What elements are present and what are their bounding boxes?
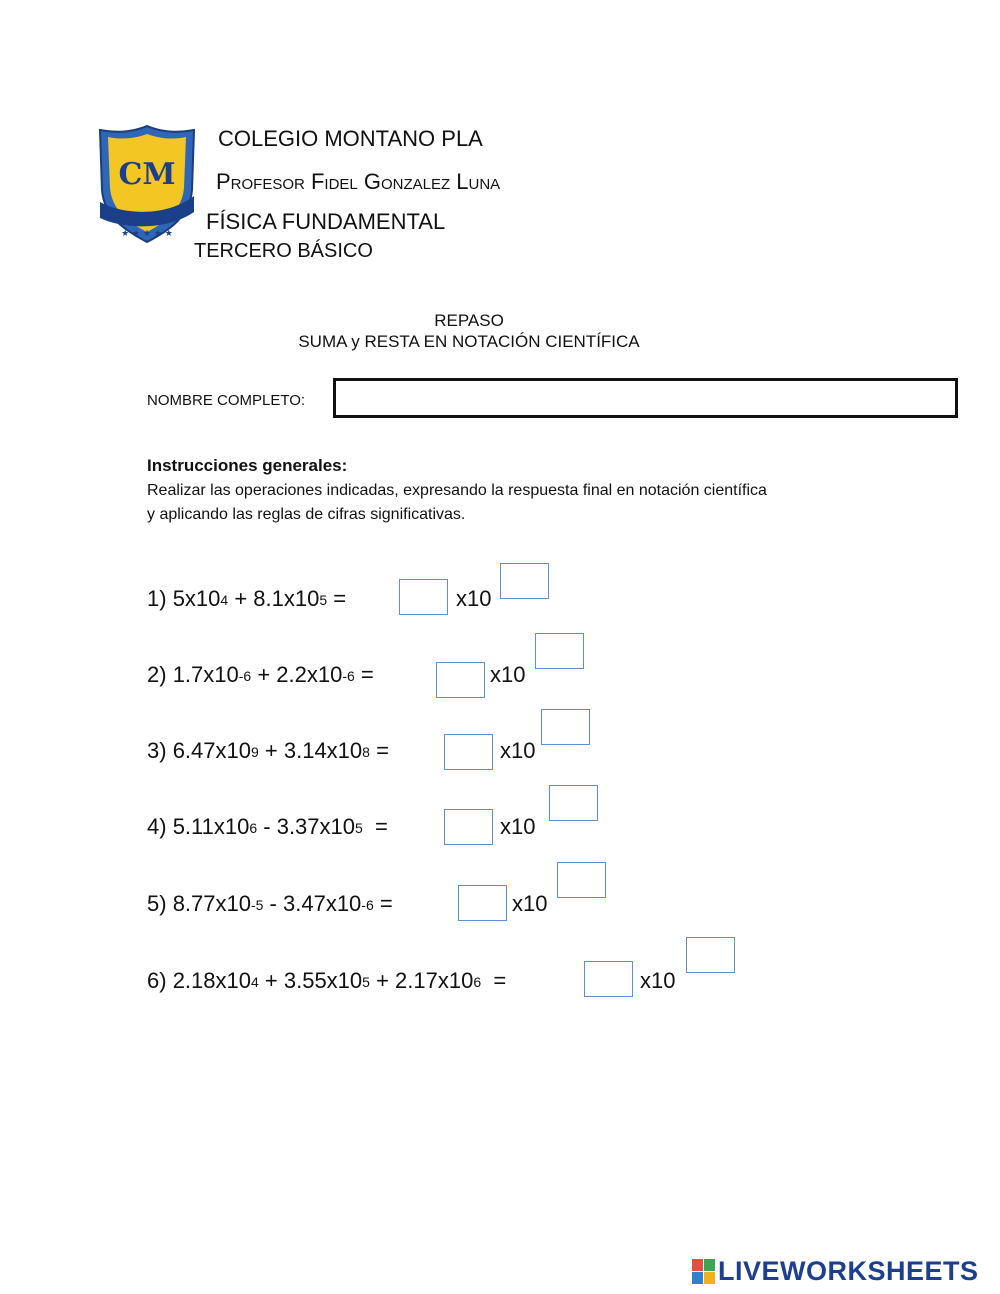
logo-stars: ★ ★ ★ ★ ★: [121, 229, 173, 239]
exercise-6-mantissa-input[interactable]: [584, 961, 633, 997]
term-base: 1.7x10: [172, 662, 239, 687]
exercise-6-exponent-input[interactable]: [686, 937, 735, 973]
teacher-name: Profesor Fidel Gonzalez Luna: [216, 169, 501, 194]
equals-sign: =: [354, 662, 374, 687]
times-ten-label: x10: [490, 662, 526, 687]
brand-text: LIVEWORKSHEETS: [718, 1256, 979, 1286]
exercise-3-mantissa-input[interactable]: [444, 734, 493, 770]
instructions-line2: y aplicando las reglas de cifras significativas.: [147, 506, 466, 523]
operator: +: [258, 738, 284, 763]
term-base: 2.17x10: [395, 968, 474, 993]
liveworksheets-logo-icon: [692, 1259, 716, 1285]
svg-text:CM: CM: [118, 157, 176, 192]
exercise-number: 5): [147, 891, 173, 916]
school-name: COLEGIO MONTANO PLA: [218, 126, 483, 151]
school-shield-icon: [96, 124, 198, 248]
term-base: 5x10: [172, 586, 221, 611]
equals-sign: =: [362, 814, 388, 839]
operator: +: [369, 968, 396, 993]
operator: -: [263, 891, 283, 916]
times-ten-label: x10: [456, 586, 492, 611]
equals-sign: =: [481, 968, 507, 993]
operator: +: [258, 968, 284, 993]
title-line2: SUMA y RESTA EN NOTACIÓN CIENTÍFICA: [298, 332, 640, 351]
term-base: 2.2x10: [276, 662, 343, 687]
times-ten-label: x10: [640, 968, 676, 993]
exercise-3-expression: 3) 6.47x10 $^9$ + 3.14x10 $^8$ =: [147, 738, 389, 763]
equals-sign: =: [369, 738, 389, 763]
exercise-3-exponent-input[interactable]: [541, 709, 590, 745]
exercise-number: 6): [147, 968, 173, 993]
term-base: 2.18x10: [172, 968, 251, 993]
exercise-1-expression: 1) 5x10 $^4$ + 8.1x10 $^5$ =: [147, 586, 347, 611]
operator: -: [257, 814, 277, 839]
exercise-number: 2): [147, 662, 173, 687]
exercise-5-expression: 5) 8.77x10 $^{-5}$ - 3.47x10 $^{-6}$ =: [147, 891, 393, 916]
exercise-number: 4): [147, 814, 173, 839]
instructions-line1: Realizar las operaciones indicadas, expresando la respuesta final en notación científica: [147, 482, 767, 499]
equals-sign: =: [327, 586, 347, 611]
times-ten-label: x10: [500, 814, 536, 839]
equals-sign: =: [373, 891, 393, 916]
operator: +: [251, 662, 277, 687]
exercise-5-mantissa-input[interactable]: [458, 885, 507, 921]
full-name-input[interactable]: [333, 378, 958, 418]
title-line1: REPASO: [434, 311, 504, 330]
operator: +: [228, 586, 254, 611]
term-base: 8.77x10: [172, 891, 251, 916]
exercise-2-mantissa-input[interactable]: [436, 662, 485, 698]
exercise-6-expression: 6) 2.18x10 $^4$ + 3.55x10 $^5$ + 2.17x10 $^6$ =: [147, 968, 507, 993]
name-label: NOMBRE COMPLETO:: [147, 392, 306, 409]
exercise-4-mantissa-input[interactable]: [444, 809, 493, 845]
times-ten-label: x10: [512, 891, 548, 916]
exercise-1-mantissa-input[interactable]: [399, 579, 448, 615]
exercise-2-exponent-input[interactable]: [535, 633, 584, 669]
exercise-number: 3): [147, 738, 173, 763]
exercise-2-expression: 2) 1.7x10 $^{-6}$ + 2.2x10 $^{-6}$ =: [147, 662, 374, 687]
liveworksheets-brand[interactable]: [692, 1256, 979, 1287]
term-base: 3.14x10: [283, 738, 363, 763]
times-ten-label: x10: [500, 738, 536, 763]
exercise-4-exponent-input[interactable]: [549, 785, 598, 821]
term-base: 3.47x10: [283, 891, 362, 916]
term-base: 5.11x10: [172, 814, 250, 839]
exercise-number: 1): [147, 586, 173, 611]
exercise-1-exponent-input[interactable]: [500, 563, 549, 599]
term-base: 8.1x10: [253, 586, 320, 611]
exercise-5-exponent-input[interactable]: [557, 862, 606, 898]
subject-name: FÍSICA FUNDAMENTAL: [206, 209, 446, 234]
term-base: 3.55x10: [283, 968, 363, 993]
exercise-4-expression: 4) 5.11x10 $^6$ - 3.37x10 $^5$ =: [147, 814, 388, 839]
term-base: 3.37x10: [276, 814, 355, 839]
instructions-heading: Instrucciones generales:: [147, 456, 348, 475]
grade-name: TERCERO BÁSICO: [194, 240, 373, 262]
term-base: 6.47x10: [172, 738, 251, 763]
